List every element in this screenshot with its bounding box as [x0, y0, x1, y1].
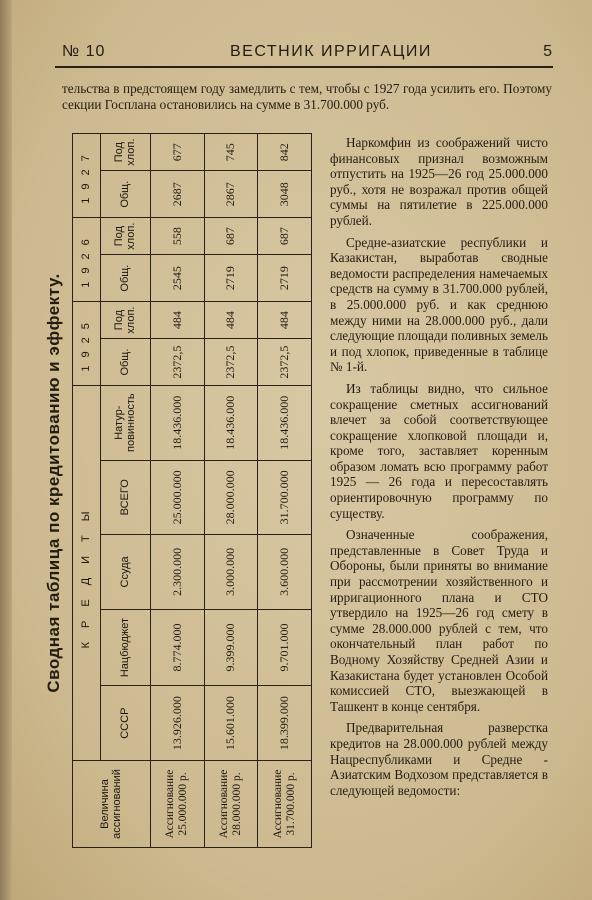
header-year-1927: 1927 [73, 134, 101, 218]
header-1925-general: Общ. [100, 339, 150, 386]
header-year-1925: 1925 [73, 301, 101, 385]
cell-1927-cotton: 842 [258, 134, 312, 171]
table-caption: Сводная таблица по кредитованию и эффекту. [44, 273, 63, 693]
issue-number: № 10 [62, 43, 106, 60]
cell-natur: 18.436.000 [258, 385, 312, 460]
table-header-row-1 [73, 134, 101, 848]
header-sssr: СССР [100, 686, 150, 761]
header-allocation-size: Величина ассигнований [73, 760, 151, 847]
cell-natur: 18.436.000 [150, 385, 204, 460]
cell-1925-general: 2372,5 [150, 339, 204, 386]
cell-1926-cotton: 687 [258, 218, 312, 255]
header-rule [55, 66, 553, 68]
paragraph: Наркомфин из соображений чисто финансовых признал возможным отпустить на 1925—26 год 25.000.000 руб., хотя не возражал против общей суммы на пятилетие в 225.000.000 рублей. [330, 135, 548, 228]
header-1925-cotton: Под хлоп. [100, 301, 150, 338]
credit-summary-table [72, 133, 312, 848]
header-1926-cotton: Под хлоп. [100, 218, 150, 255]
page-binding-edge [0, 0, 12, 900]
intro-text: тельства в предстоящем году замедлить с тем, чтобы с 1927 года усилить его. Поэтому секции Госплана остановились на сумме в 31.700.000 руб. [62, 81, 552, 112]
cell-1925-cotton: 484 [258, 301, 312, 338]
header-natsbudget: Нацбюджет [100, 609, 150, 686]
running-header [62, 43, 552, 65]
cell-1927-general: 2687 [150, 171, 204, 218]
header-year-1926: 1926 [73, 218, 101, 302]
cell-sssr: 18.399.000 [258, 686, 312, 761]
cell-1925-cotton: 484 [150, 301, 204, 338]
cell-ssuda: 2.300.000 [150, 535, 204, 610]
cell-1926-cotton: 558 [150, 218, 204, 255]
header-credits-group: КРЕДИТЫ [73, 385, 101, 760]
journal-title: ВЕСТНИК ИРРИГАЦИИ [230, 43, 432, 60]
paragraph: Означенные соображения, представленные в Совет Труда и Обороны, были приняты во внимание при рассмотрении хозяйственного и ирригационного плана и СТО утвердило на 1925—26 год смету в сумме 28.000.000 рублей с тем, что окончательный план работ по Водному Хозяйству Средней Азии и Казакистана будет установлен Особой комиссией СТО, выезжающей в Ташкент в конце сентября. [330, 527, 548, 714]
cell-1927-general: 3048 [258, 171, 312, 218]
cell-natsbudget: 9.399.000 [204, 609, 258, 686]
cell-sssr: 13.926.000 [150, 686, 204, 761]
cell-total: 31.700.000 [258, 460, 312, 535]
cell-total: 28.000.000 [204, 460, 258, 535]
cell-natsbudget: 8.774.000 [150, 609, 204, 686]
cell-total: 25.000.000 [150, 460, 204, 535]
header-ssuda: Ссуда [100, 535, 150, 610]
header-1927-cotton: Под хлоп. [100, 134, 150, 171]
rotated-table-content [40, 123, 320, 863]
header-1927-general: Общ. [100, 171, 150, 218]
intro-paragraph [62, 81, 552, 113]
cell-1926-general: 2719 [258, 255, 312, 302]
cell-ssuda: 3.000.000 [204, 535, 258, 610]
cell-1925-general: 2372,5 [258, 339, 312, 386]
cell-1927-cotton: 677 [150, 134, 204, 171]
cell-1925-general: 2372,5 [204, 339, 258, 386]
rotated-table-area [40, 123, 320, 863]
cell-natur: 18.436.000 [204, 385, 258, 460]
paragraph: Из таблицы видно, что сильное сокращение сметных ассигнований влечет за собой соответствующее сокращение хлопковой площади и, кроме того, заставляет коренным образом ломать всю программу работ 1925 — 26 года и пересоставлять ориентировочную программу по существу. [330, 380, 548, 521]
row-label: Ассигнование 28.000.000 р. [204, 760, 258, 847]
header-natur: Натур-повинность [100, 385, 150, 460]
cell-ssuda: 3.600.000 [258, 535, 312, 610]
header-total: ВСЕГО [100, 460, 150, 535]
right-text-column [330, 135, 548, 804]
table-header-row-2 [100, 134, 150, 848]
paragraph: Средне-азиатские республики и Казакистан, выработав сводные ведомости распределения намечаемых средств на сумму в 31.700.000 рублей, в 25.000.000 руб. и как среднюю между ними на 28.000.000 руб., дали следующие площади поливных земель и под хлопок, приведенные в таблице № 1-й. [330, 234, 548, 375]
cell-natsbudget: 9.701.000 [258, 609, 312, 686]
cell-1927-cotton: 745 [204, 134, 258, 171]
row-label: Ассигнование 25.000.000 р. [150, 760, 204, 847]
page-number: 5 [543, 43, 552, 60]
cell-1927-general: 2867 [204, 171, 258, 218]
table-row [150, 134, 204, 848]
row-label: Ассигнование 31.700.000 р. [258, 760, 312, 847]
cell-1926-cotton: 687 [204, 218, 258, 255]
header-1926-general: Общ. [100, 255, 150, 302]
paragraph: Предварительная разверстка кредитов на 28.000.000 рублей между Нацреспубликами и Средне - Азиатским Водхозом представляется в следующей ведомости: [330, 720, 548, 798]
cell-1926-general: 2545 [150, 255, 204, 302]
table-row [204, 134, 258, 848]
cell-sssr: 15.601.000 [204, 686, 258, 761]
cell-1926-general: 2719 [204, 255, 258, 302]
cell-1925-cotton: 484 [204, 301, 258, 338]
table-row [258, 134, 312, 848]
